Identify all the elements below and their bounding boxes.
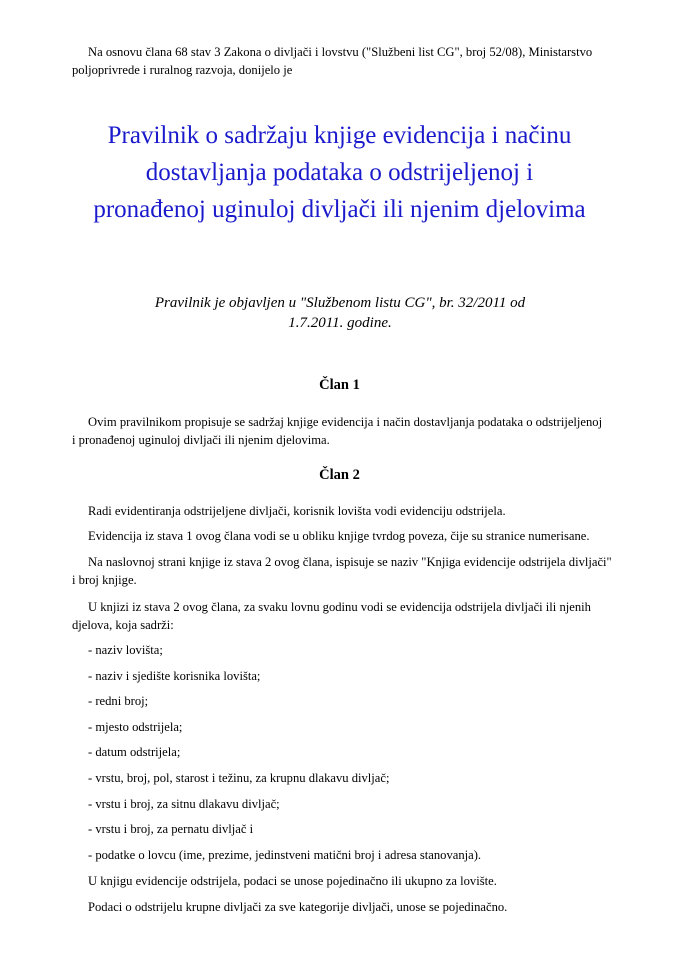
list-item: - datum odstrijela;: [88, 745, 181, 759]
list-item: - mjesto odstrijela;: [88, 720, 183, 734]
article-2-paragraph-4-line-2: djelova, koja sadrži:: [72, 618, 174, 632]
intro-line-2: poljoprivrede i ruralnog razvoja, donijelo je: [72, 63, 293, 77]
intro-line-1: Na osnovu člana 68 stav 3 Zakona o divljači i lovstvu ("Službeni list CG", broj 52/08), Ministarstvo: [88, 45, 593, 59]
publication-note-line-2: 1.7.2011. godine.: [288, 314, 392, 331]
publication-note-line-1: Pravilnik je objavljen u "Službenom listu CG", br. 32/2011 od: [154, 295, 526, 311]
title-line-2: dostavljanja podataka o odstrijeljenoj i: [145, 159, 534, 186]
article-2-paragraph-1: Radi evidentiranja odstrijeljene divljači, korisnik lovišta vodi evidenciju odstrijela.: [88, 504, 506, 518]
article-2-paragraph-2: Evidencija iz stava 1 ovog člana vodi se u obliku knjige tvrdog poveza, čije su stranice numerisane.: [88, 529, 590, 543]
list-item: - vrstu i broj, za pernatu divljač i: [88, 822, 254, 836]
list-item: - vrstu i broj, za sitnu dlakavu divljač;: [88, 797, 280, 811]
article-2-paragraph-5: U knjigu evidencije odstrijela, podaci se unose pojedinačno ili ukupno za lovište.: [88, 874, 497, 888]
list-item: - vrstu, broj, pol, starost i težinu, za krupnu dlakavu divljač;: [88, 771, 390, 785]
article-2-paragraph-3-line-2: i broj knjige.: [72, 573, 137, 587]
document-title: [30, 117, 649, 228]
title-line-1: Pravilnik o sadržaju knjige evidencija i načinu: [107, 122, 572, 149]
article-1-paragraph-line-1: Ovim pravilnikom propisuje se sadržaj knjige evidencija i način dostavljanja podataka o odstrijeljenoj: [88, 415, 603, 429]
article-2-paragraph-3-line-1: Na naslovnoj strani knjige iz stava 2 ovog člana, ispisuje se naziv "Knjiga evidencije odstrijela divljači": [88, 555, 612, 569]
list-item: - naziv i sjedište korisnika lovišta;: [88, 669, 261, 683]
article-2-heading: Član 2: [319, 467, 360, 483]
article-2-paragraph-6: Podaci o odstrijelu krupne divljači za sve kategorije divljači, unose se pojedinačno.: [88, 900, 508, 914]
article-1-heading: Član 1: [319, 377, 360, 393]
list-item: - naziv lovišta;: [88, 643, 163, 657]
list-item: - podatke o lovcu (ime, prezime, jedinstveni matični broj i adresa stanovanja).: [88, 848, 482, 862]
list-item: - redni broj;: [88, 694, 149, 708]
title-line-3: pronađenoj uginuloj divljači ili njenim djelovima: [93, 196, 586, 223]
publication-note: [90, 294, 590, 333]
article-1-paragraph-line-2: i pronađenoj uginuloj divljači ili njenim djelovima.: [72, 433, 330, 447]
article-2-paragraph-4-line-1: U knjizi iz stava 2 ovog člana, za svaku lovnu godinu vodi se evidencija odstrijela divljači ili njenih: [88, 600, 591, 614]
